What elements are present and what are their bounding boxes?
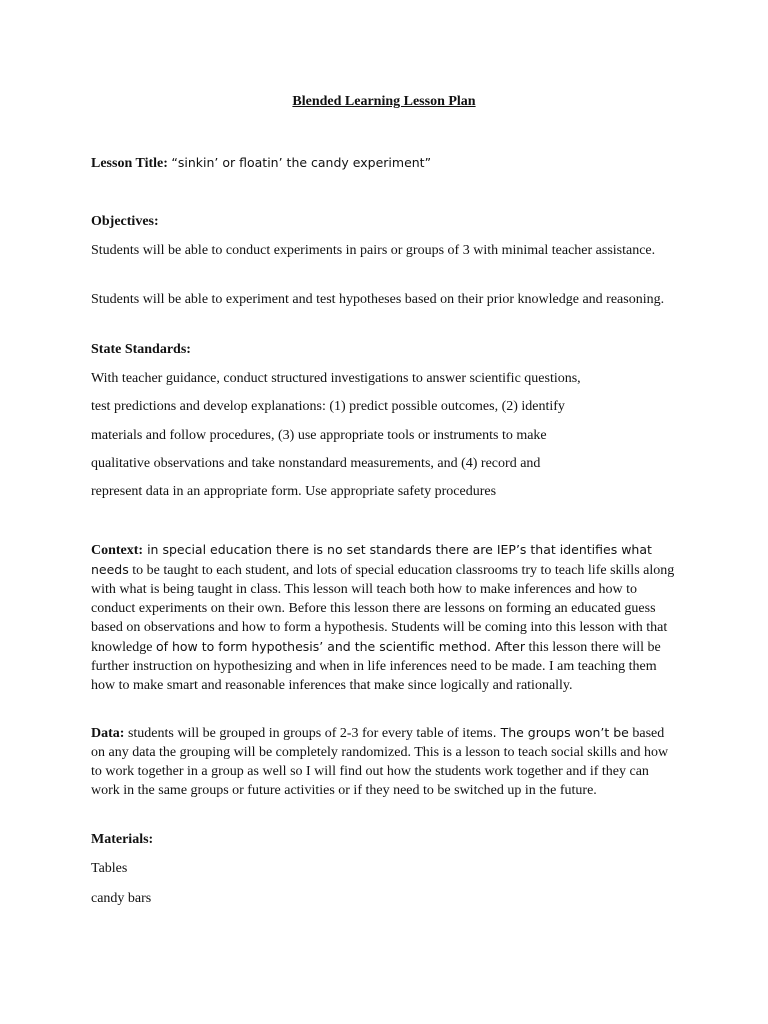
data-label: Data: — [91, 726, 125, 741]
materials-heading: Materials: — [91, 832, 154, 847]
objective-item-1: Students will be able to conduct experiments in pairs or groups of 3 with minimal teacher assistance. — [91, 243, 656, 258]
state-standard-line-3: materials and follow procedures, (3) use appropriate tools or instruments to make — [91, 428, 547, 443]
lesson-title-line — [91, 153, 681, 173]
data-paragraph — [91, 723, 681, 800]
context-label: Context: — [91, 543, 144, 558]
objectives-heading: Objectives: — [91, 214, 159, 229]
objective-item-2: Students will be able to experiment and test hypotheses based on their prior knowledge and reasoning. — [91, 292, 665, 307]
state-standard-line-4: qualitative observations and take nonstandard measurements, and (4) record and — [91, 456, 541, 471]
document-title-text: Blended Learning Lesson Plan — [292, 94, 476, 109]
materials-item-2: candy bars — [91, 891, 152, 906]
state-standard-line-5: represent data in an appropriate form. Use appropriate safety procedures — [91, 484, 497, 499]
data-text-2: . The groups won’t be — [492, 725, 629, 740]
context-paragraph — [91, 540, 681, 695]
lesson-title-value: “sinkin’ or floatin’ the candy experiment” — [171, 155, 432, 170]
state-standard-line-1: With teacher guidance, conduct structured investigations to answer scientific questions, — [91, 371, 581, 386]
state-standard-line-2: test predictions and develop explanations: (1) predict possible outcomes, (2) identify — [91, 399, 565, 414]
data-text-1: students will be grouped in groups of 2-3 for every table of items — [124, 726, 493, 741]
data-text-3: based on any data the grouping will be completely randomized. This is a lesson to teach social skills and how to work together in a group as well so I will find out how the students work together and if they can work in the same groups or future activities or if they need to be switched up in the future. — [91, 726, 669, 798]
state-standards-heading: State Standards: — [91, 342, 191, 357]
context-text-2: to be taught to each student, and lots of special education classrooms try to teach life skills along with what is being taught in class. This lesson will teach both how to make inferences and how to conduct experiments on their own. Before this lesson there are lessons on forming an educated guess based on observations and how to form a hypothesis. Students will be coming into this lesson with that knowledge — [91, 563, 675, 655]
lesson-title-label: Lesson Title: — [91, 156, 168, 171]
context-text-1: in special education there is no set standards there are IEP’s that identifies what needs — [91, 542, 652, 577]
materials-item-1: Tables — [91, 861, 128, 876]
context-text-3: of how to form hypothesis’ and the scientific method. After — [155, 639, 526, 654]
context-text-4: this lesson there will be further instruction on hypothesizing and when in life inferences need to be made. I am teaching them how to make smart and reasonable inferences that make since logically and rationally. — [91, 640, 661, 693]
document-title — [0, 92, 768, 111]
